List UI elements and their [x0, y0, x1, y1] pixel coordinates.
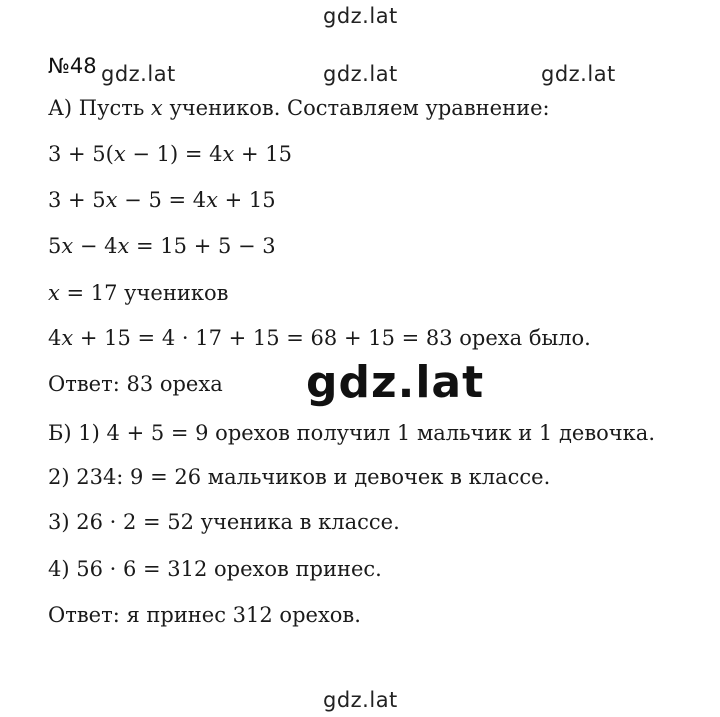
watermark-top: gdz.lat: [323, 4, 398, 28]
solution-line-b-step3: 3) 26 · 2 = 52 ученика в классе.: [48, 510, 400, 534]
answer-b: Ответ: я принес 312 орехов.: [48, 603, 361, 627]
solution-line-x-value: 𝑥 = 17 учеников: [48, 281, 229, 305]
solution-line-collect: 5𝑥 − 4𝑥 = 15 + 5 − 3: [48, 234, 276, 258]
watermark-bottom: gdz.lat: [323, 688, 398, 712]
answer-a: Ответ: 83 ореха: [48, 372, 223, 396]
solution-line-expand: 3 + 5𝑥 − 5 = 4𝑥 + 15: [48, 188, 276, 212]
solution-line-nuts-total: 4𝑥 + 15 = 4 · 17 + 15 = 68 + 15 = 83 ореха было.: [48, 326, 591, 350]
solution-line-b-step1: Б) 1) 4 + 5 = 9 орехов получил 1 мальчик и 1 девочка.: [48, 421, 655, 445]
watermark-row-left: gdz.lat: [101, 62, 176, 86]
watermark-center-big: gdz.lat: [306, 357, 485, 408]
solution-line-b-step2: 2) 234: 9 = 26 мальчиков и девочек в классе.: [48, 465, 551, 489]
task-number: №48: [48, 54, 97, 78]
solution-line-a-intro: А) Пусть 𝑥 учеников. Составляем уравнение:: [48, 96, 550, 120]
solution-line-b-step4: 4) 56 · 6 = 312 орехов принес.: [48, 557, 382, 581]
solution-line-equation: 3 + 5(𝑥 − 1) = 4𝑥 + 15: [48, 142, 293, 166]
watermark-row-right: gdz.lat: [541, 62, 616, 86]
watermark-row-mid: gdz.lat: [323, 62, 398, 86]
